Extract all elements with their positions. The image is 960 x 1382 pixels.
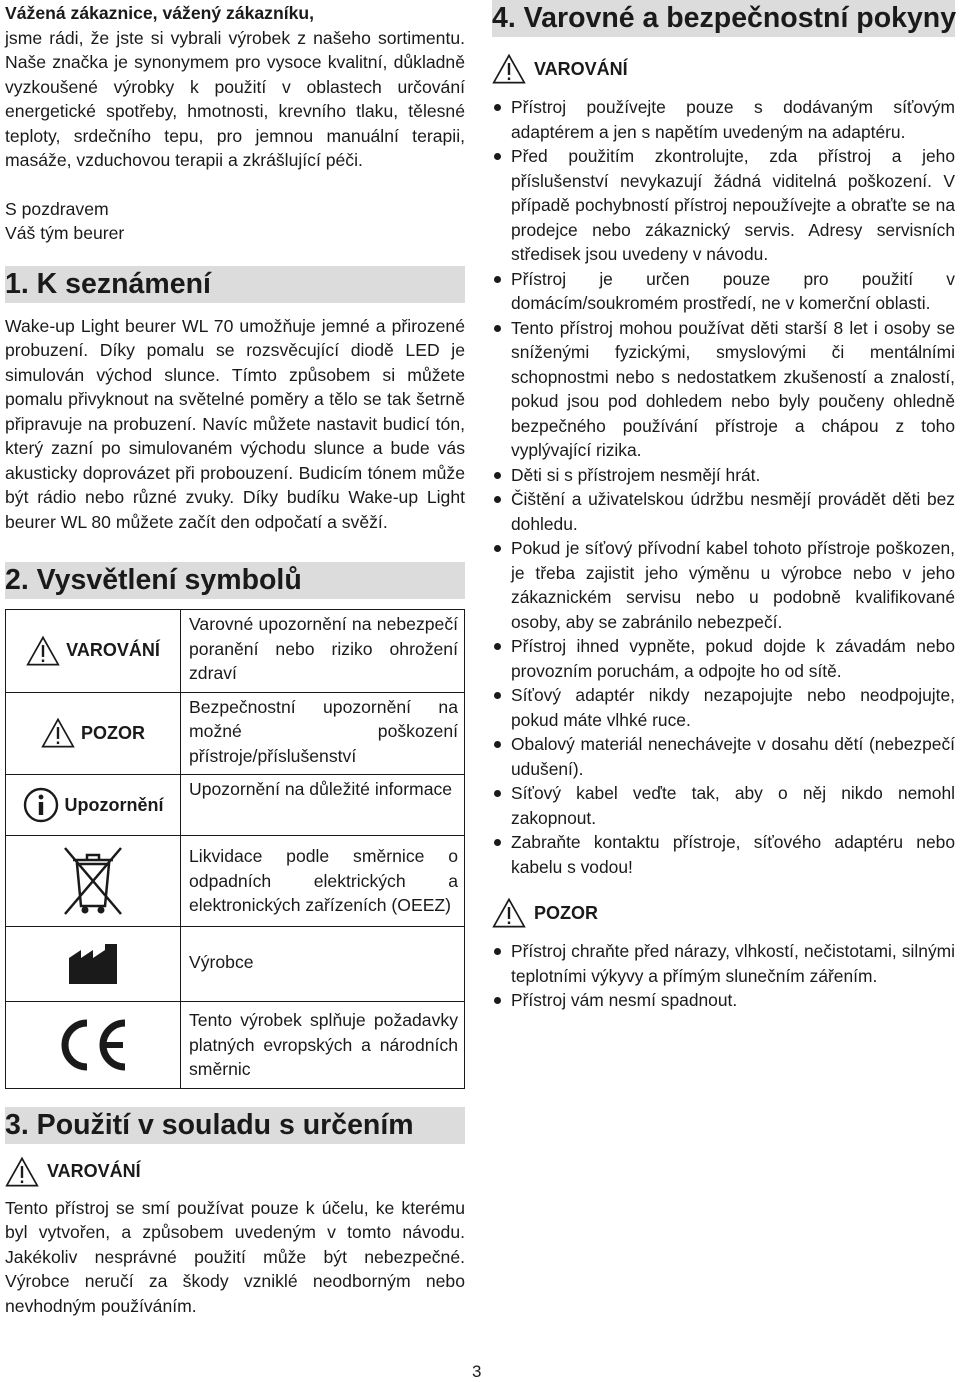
warning-triangle-icon	[26, 635, 60, 667]
page-number: 3	[472, 1362, 482, 1381]
warning-list	[492, 95, 955, 879]
symbol-row	[6, 927, 465, 1002]
list-item: Děti si s přístrojem nesmějí hrát.	[492, 463, 955, 488]
symbol-row	[6, 692, 465, 775]
info-circle-icon	[23, 787, 59, 823]
list-item: Zabraňte kontaktu přístroje, síťového adaptéru nebo kabelu s vodou!	[492, 830, 955, 879]
caution-list	[492, 939, 955, 1013]
list-item: Pokud je síťový přívodní kabel tohoto přístroje poškozen, je třeba zajistit jeho výměnu u výrobce nebo v jeho zákaznickém servisu nebo u podobně kvalifikované osoby, aby se zabránilo nebezpečí.	[492, 536, 955, 634]
warning-label: VAROVÁNÍ	[47, 1161, 141, 1181]
list-item: Přístroj ihned vypněte, pokud dojde k závadám nebo provozním poruchám, a odpojte ho od sítě.	[492, 634, 955, 683]
warning-triangle-icon	[492, 53, 526, 85]
symbol-cell	[6, 775, 181, 836]
symbol-description: Výrobce	[189, 951, 254, 972]
symbol-description-cell	[181, 775, 465, 836]
symbol-label: Upozornění	[64, 794, 164, 815]
symbols-table	[5, 609, 465, 1089]
section-3-warning	[5, 1156, 465, 1188]
symbol-cell	[6, 692, 181, 775]
greeting-block	[5, 0, 465, 246]
section-3-body: Tento přístroj se smí používat pouze k účelu, ke kterému byl vytvořen, a způsobem uvedeným v tomto návodu. Jakékoliv nesprávné použití může být nebezpečné. Výrobce neručí za škody vzniklé neodborným nebo nevhodným používáním.	[5, 1197, 465, 1316]
factory-icon	[67, 942, 119, 986]
list-item: Přístroj vám nesmí spadnout.	[492, 988, 955, 1013]
symbol-row	[6, 610, 465, 693]
closing-line-1: S pozdravem	[5, 198, 109, 219]
symbol-row	[6, 836, 465, 927]
warning-triangle-icon	[492, 897, 526, 929]
symbol-cell	[6, 610, 181, 693]
left-column	[5, 0, 465, 1318]
symbol-label: VAROVÁNÍ	[66, 640, 160, 661]
crossed-bin-icon	[61, 844, 125, 918]
symbol-cell	[6, 836, 181, 927]
list-item: Přístroj chraňte před nárazy, vlhkostí, nečistotami, silnými teplotními výkyvy a přímým slunečním zářením.	[492, 939, 955, 988]
caution-label: POZOR	[534, 902, 599, 923]
greeting-title: Vážená zákaznice, vážený zákazníku,	[5, 3, 315, 23]
symbol-description-cell	[181, 692, 465, 775]
list-item: Tento přístroj mohou používat děti starší 8 let i osoby se sníženými fyzickými, smyslovými či mentálními schopnostmi nebo s nedostatkem zkušeností a znalostí, pokud jsou pod dohledem nebo byly poučeny ohledně bezpečného používání přístroje a chápou z toho vyplývající rizika.	[492, 316, 955, 463]
list-item: Síťový adaptér nikdy nezapojujte nebo neodpojujte, pokud máte vlhké ruce.	[492, 683, 955, 732]
section-4-heading: 4. Varovné a bezpečnostní pokyny	[492, 0, 955, 37]
symbol-description: Bezpečnostní upozornění na možné poškození přístroje/příslušenství	[189, 696, 458, 766]
ce-mark-icon	[53, 1017, 133, 1073]
list-item: Čištění a uživatelskou údržbu nesmějí provádět děti bez dohledu.	[492, 487, 955, 536]
symbol-description: Tento výrobek splňuje požadavky platných evropských a národních směrnic	[189, 1010, 458, 1079]
list-item: Obalový materiál nenechávejte v dosahu dětí (nebezpečí udušení).	[492, 732, 955, 781]
section-1-heading: 1. K seznámení	[5, 266, 465, 303]
symbol-row	[6, 775, 465, 836]
warning-triangle-icon	[41, 717, 75, 749]
warning-label: VAROVÁNÍ	[534, 58, 628, 79]
section-3-heading: 3. Použití v souladu s určením	[5, 1107, 465, 1144]
list-item: Přístroj používejte pouze s dodávaným síťovým adaptérem a jen s napětím uvedeným na adaptéru.	[492, 95, 955, 144]
symbol-cell	[6, 927, 181, 1002]
closing-line-2: Váš tým beurer	[5, 223, 125, 243]
symbol-description: Varovné upozornění na nebezpečí poranění nebo riziko ohrožení zdraví	[189, 614, 458, 683]
symbol-description-cell	[181, 1002, 465, 1089]
section-1-body: Wake-up Light beurer WL 70 umožňuje jemné a přirozené probuzení. Díky pomalu se rozsvěcující diodě LED je simulován východ slunce. Tímto způsobem si můžete pomalu přivyknout na světelné poměry a tělo se tak šetrně připravuje na probuzení. Navíc můžete nastavit budicí tón, který zazní po simulovaném východu slunce a bude vás akusticky doprovázet při probouzení. Budicím tónem může být rádio nebo různé zvuky. Díky budíku Wake-up Light beurer WL 80 můžete začít den odpočatí a svěží.	[5, 315, 465, 532]
section-4-caution	[492, 897, 955, 929]
list-item: Před použitím zkontrolujte, zda přístroj a jeho příslušenství nevykazují žádná viditelná poškození. V případě pochybností přístroj nepoužívejte a obraťte se na prodejce nebo zákaznický servis. Adresy servisních středisek jsou uvedeny v návodu.	[492, 144, 955, 267]
symbol-row	[6, 1002, 465, 1089]
warning-triangle-icon	[5, 1156, 39, 1188]
list-item: Síťový kabel veďte tak, aby o něj nikdo nemohl zakopnout.	[492, 781, 955, 830]
section-2-heading: 2. Vysvětlení symbolů	[5, 562, 465, 599]
list-item: Přístroj je určen pouze pro použití v domácím/soukromém prostředí, ne v komerční oblasti.	[492, 267, 955, 316]
greeting-body: jsme rádi, že jste si vybrali výrobek z našeho sortimentu. Naše značka je synonymem pro vysoce kvalitní, důkladně vyzkoušené výrobky k použití v oblastech určování energetické spotřeby, hmotnosti, krevního tlaku, tělesné teploty, srdečního tepu, pro jemnou manuální terapii, masáže, vzduchovou terapii a zkrášlující péči.	[5, 27, 465, 170]
symbol-description-cell	[181, 610, 465, 693]
symbol-label: POZOR	[80, 722, 145, 743]
right-column	[492, 0, 955, 1013]
section-4-warning	[492, 53, 955, 85]
symbol-description: Upozornění na důležité informace	[189, 779, 453, 799]
symbol-description: Likvidace podle směrnice o odpadních elektrických a elektronických zařízeních (OEEZ)	[189, 846, 458, 915]
symbol-description-cell	[181, 836, 465, 927]
symbol-cell	[6, 1002, 181, 1089]
symbol-description-cell	[181, 927, 465, 1002]
